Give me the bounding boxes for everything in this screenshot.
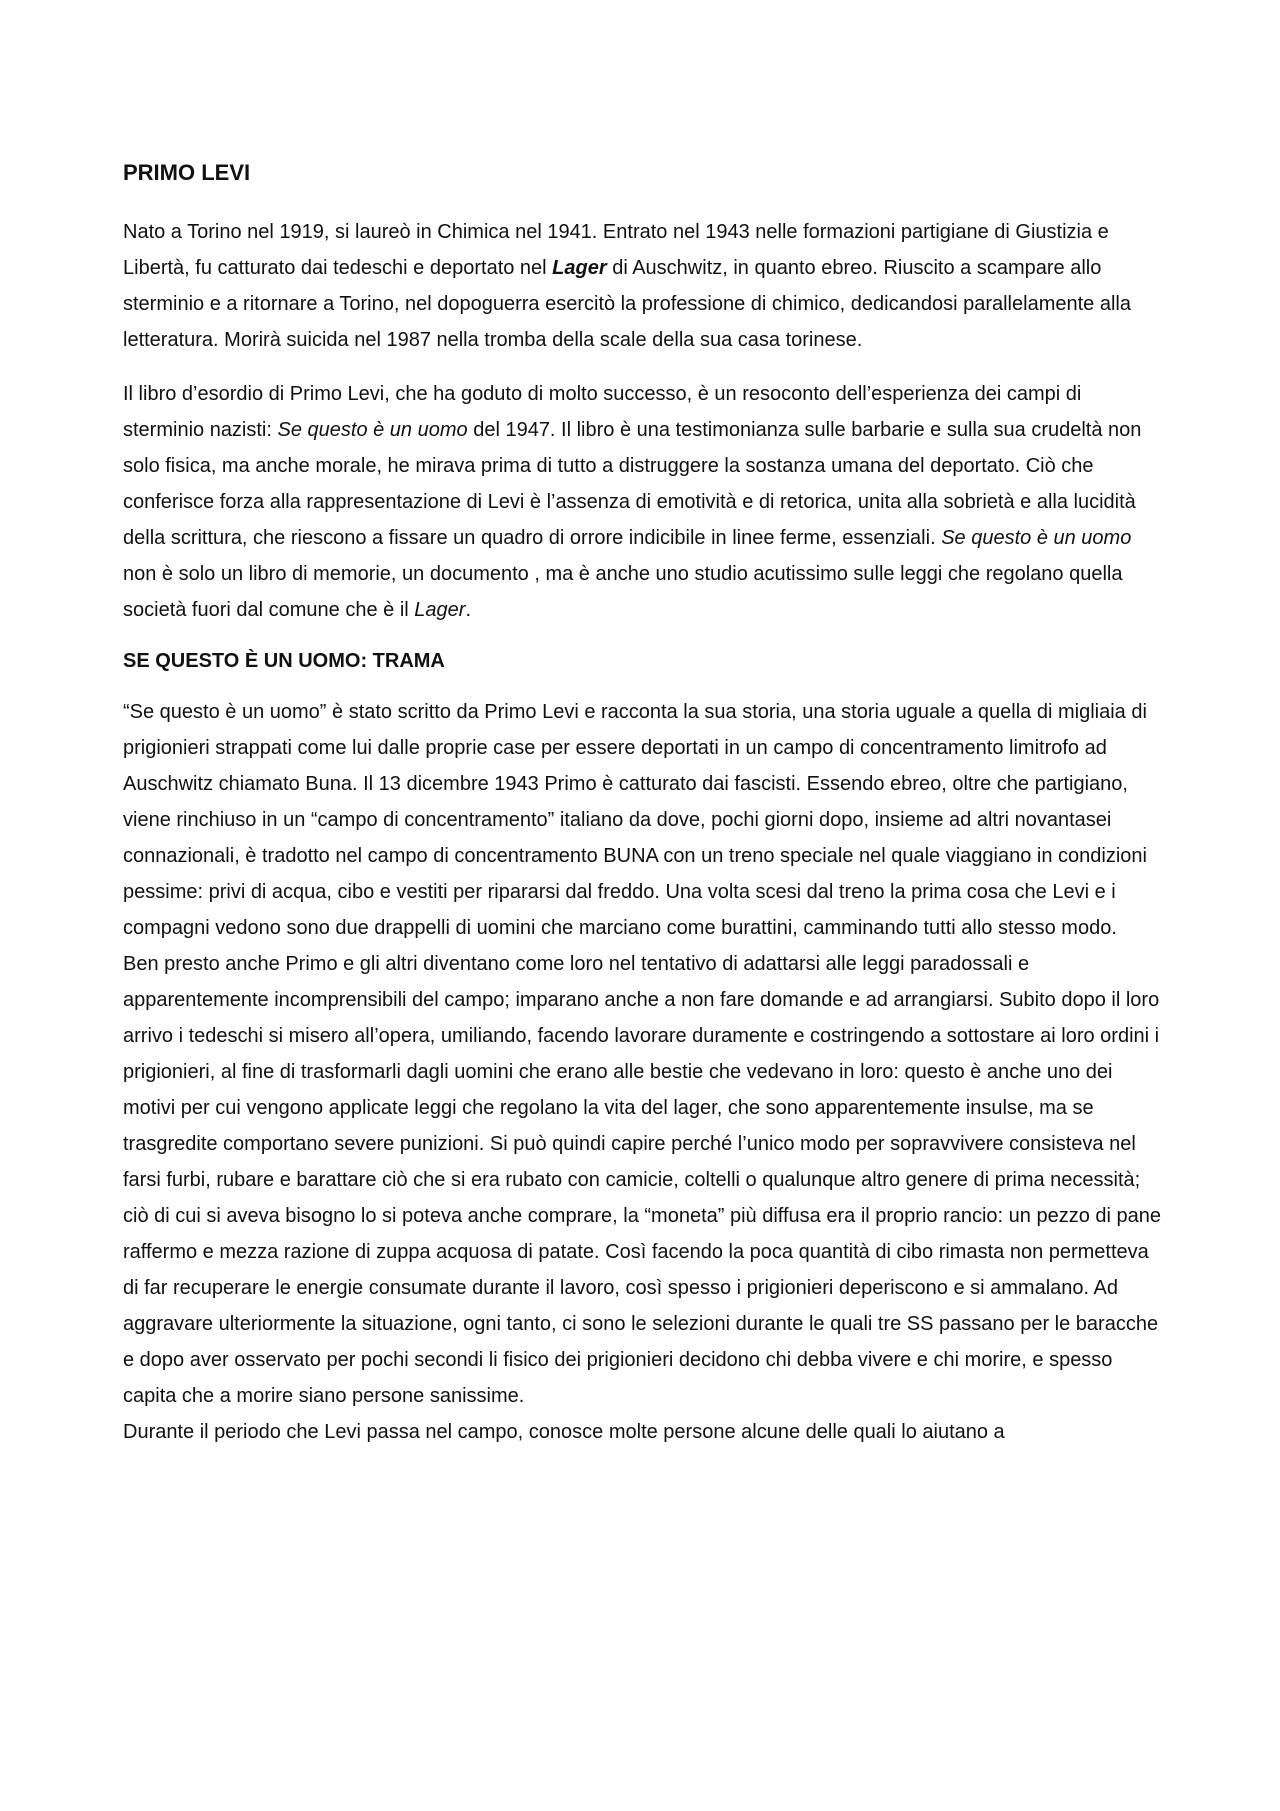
book-title: Se questo è un uomo [277, 419, 468, 441]
debut-text-3: non è solo un libro di memorie, un documento , ma è anche uno studio acutissimo sulle leggi che regolano quella società fuori dal comune che è il [123, 563, 1123, 621]
lager-term: Lager [414, 599, 466, 621]
plot-paragraph: Durante il periodo che Levi passa nel campo, conosce molte persone alcune delle quali lo aiutano a [123, 1421, 1005, 1443]
bio-paragraph [123, 214, 1162, 358]
book-title: Se questo è un uomo [941, 527, 1132, 549]
plot-paragraph: Ben presto anche Primo e gli altri diventano come loro nel tentativo di adattarsi alle leggi paradossali e apparentemente incomprensibili del campo; imparano anche a non fare domande e ad arrangiarsi. Subito dopo il loro arrivo i tedeschi si misero all’opera, umiliando, facendo lavorare duramente e costringendo a sottostare ai loro ordini i prigionieri, al fine di trasformarli dagli uomini che erano alle bestie che vedevano in loro: questo è anche uno dei motivi per cui vengono applicate leggi che regolano la vita del lager, che sono apparentemente insulse, ma se trasgredite comportano severe punizioni. Si può quindi capire perché l’unico modo per sopravvivere consisteva nel farsi furbi, rubare e barattare ciò che si era rubato con camicie, coltelli o qualunque altro genere di prima necessità; ciò di cui si aveva bisogno lo si poteva anche comprare, la “moneta” più diffusa era il proprio rancio: un pezzo di pane raffermo e mezza razione di zuppa acquosa di patate. Così facendo la poca quantità di cibo rimasta non permetteva di far recuperare le energie consumate durante il lavoro, così spesso i prigionieri deperiscono e si ammalano. Ad aggravare ulteriormente la situazione, ogni tanto, ci sono le selezioni durante le quali tre SS passano per le baracche e dopo aver osservato per pochi secondi li fisico dei prigionieri decidono chi debba vivere e chi morire, e spesso capita che a morire siano persone sanissime. [123, 953, 1161, 1407]
debut-text-2: del 1947. Il libro è una testimonianza sulle barbarie e sulla sua crudeltà non solo fisica, ma anche morale, he mirava prima di tutto a distruggere la sostanza umana del deportato. Ciò che conferisce forza alla rappresentazione di Levi è l’assenza di emotività e di retorica, unita alla sobrietà e alla lucidità della scrittura, che riescono a fissare un quadro di orrore indicibile in linee ferme, essenziali. [123, 419, 1142, 549]
debut-text-1: Il libro d’esordio di Primo Levi, che ha goduto di molto successo, è un resoconto dell’esperienza dei campi di sterminio nazisti: [123, 383, 1082, 441]
debut-paragraph [123, 376, 1162, 628]
debut-text-4: . [465, 599, 471, 621]
bio-text-2: di Auschwitz, in quanto ebreo. Riuscito a scampare allo sterminio e a ritornare a Torino, nel dopoguerra esercitò la professione di chimico, dedicandosi parallelamente alla letteratura. Morirà suicida nel 1987 nella tromba della scale della sua casa torinese. [123, 257, 1131, 351]
bio-text-1: Nato a Torino nel 1919, si laureò in Chimica nel 1941. Entrato nel 1943 nelle formazioni partigiane di Giustizia e Libertà, fu catturato dai tedeschi e deportato nel [123, 221, 1109, 279]
page-title: PRIMO LEVI [123, 160, 251, 185]
section-heading: SE QUESTO È UN UOMO: TRAMA [123, 650, 445, 672]
plot-paragraph: “Se questo è un uomo” è stato scritto da Primo Levi e racconta la sua storia, una storia uguale a quella di migliaia di prigionieri strappati come lui dalle proprie case per essere deportati in un campo di concentramento limitrofo ad Auschwitz chiamato Buna. Il 13 dicembre 1943 Primo è catturato dai fascisti. Essendo ebreo, oltre che partigiano, viene rinchiuso in un “campo di concentramento” italiano da dove, pochi giorni dopo, insieme ad altri novantasei connazionali, è tradotto nel campo di concentramento BUNA con un treno speciale nel quale viaggiano in condizioni pessime: privi di acqua, cibo e vestiti per ripararsi dal freddo. Una volta scesi dal treno la prima cosa che Levi e i compagni vedono sono due drappelli di uomini che marciano come burattini, camminando tutti allo stesso modo. [123, 701, 1147, 939]
lager-term: Lager [552, 257, 607, 279]
